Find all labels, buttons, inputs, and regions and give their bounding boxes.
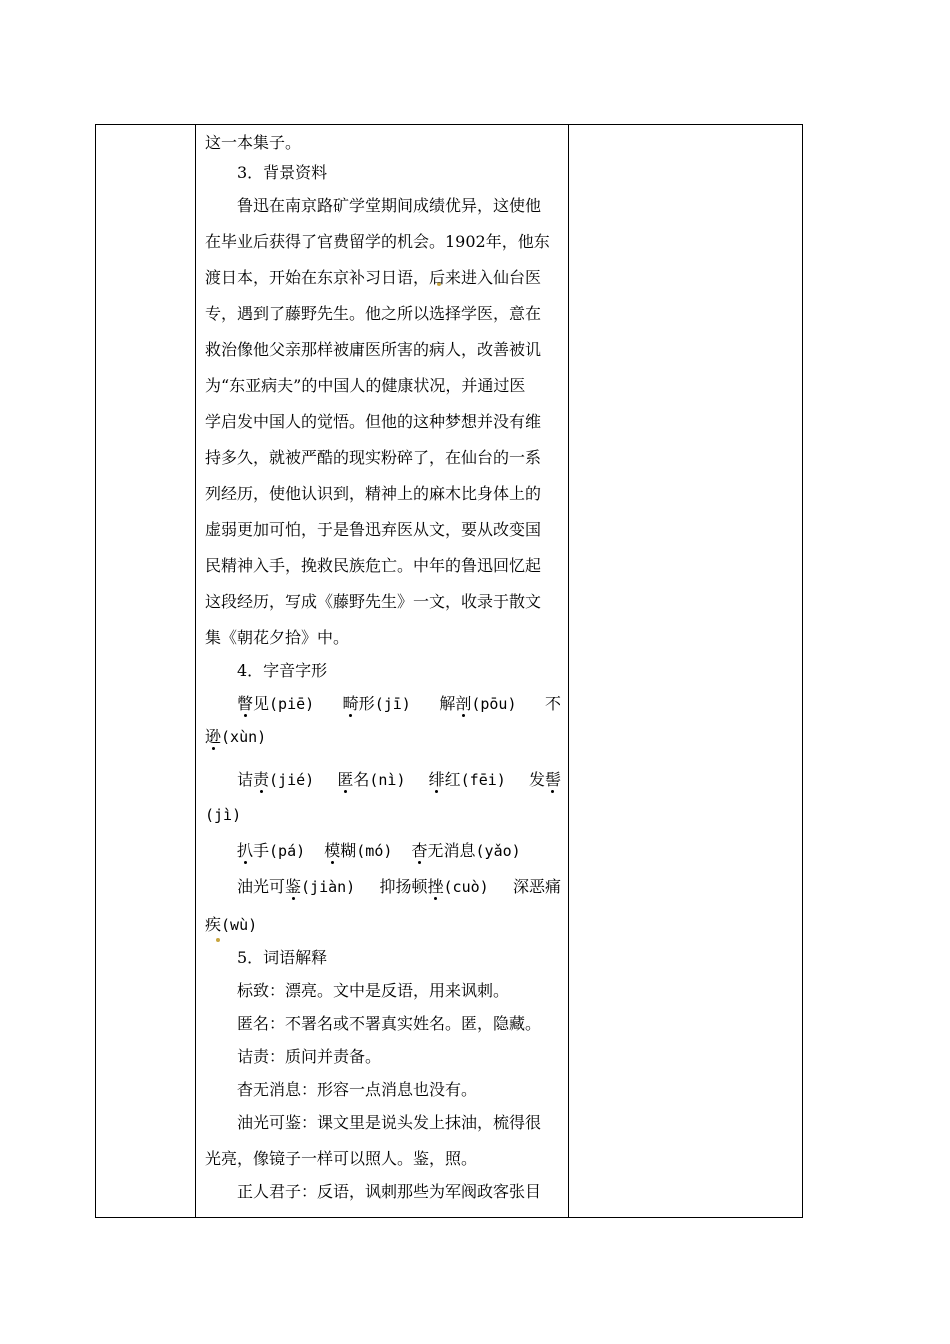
plain-char: 红 [444,770,461,789]
pron-item [380,872,489,902]
plain-char: 糊 [340,841,357,860]
text-line: 鲁迅在南京路矿学堂期间成绩优异，这使他 [237,196,542,215]
pinyin: (nì) [369,771,406,789]
marked-char: 挫 [427,877,444,896]
definition-line: 标致：漂亮。文中是反语，用来讽刺。 [237,981,510,1000]
marked-char: 杳 [411,841,428,860]
plain-char: 解 [439,694,456,713]
text-line: 列经历，使他认识到，精神上的麻木比身体上的 [205,484,542,503]
pronunciation-row [205,872,561,902]
pronunciation-row-cont [205,800,561,830]
plain-char: 疾 [205,915,222,934]
pinyin: (cuò) [443,878,489,896]
column-divider-left [195,125,196,1217]
pron-item [529,765,561,795]
text-line: 虚弱更加可怕，于是鲁迅弃医从文，要从改变国 [205,520,542,539]
section-heading: 5．词语解释 [237,948,328,967]
plain-char: 名 [353,770,370,789]
pinyin: (yǎo) [475,842,521,860]
definition-line: 匿名：不署名或不署真实姓名。匿，隐藏。 [237,1014,542,1033]
column-divider-right [568,125,569,1217]
pinyin: (jiàn) [301,878,356,896]
text-line: 在毕业后获得了官费留学的机会。1902年，他东 [205,232,550,251]
pron-item [513,872,561,902]
pron-item [237,872,355,902]
pinyin: (mó) [356,842,393,860]
plain-char: 手 [253,841,270,860]
pinyin: (wù) [221,916,258,934]
marked-char: 模 [324,841,341,860]
plain-char: 深恶痛 [512,877,561,896]
plain-char: 形 [358,694,375,713]
text-line: 持多久，就被严酷的现实粉碎了，在仙台的一系 [205,448,542,467]
definition-line: 杳无消息：形容一点消息也没有。 [237,1080,478,1099]
pron-item [545,689,561,719]
pinyin: (jì) [205,806,242,824]
marked-char: 髻 [544,770,561,789]
definition-line: 油光可鉴：课文里是说头发上抹油，梳得很 [237,1113,542,1132]
pron-item [439,689,516,719]
pinyin: (pá) [269,842,306,860]
pinyin: (jī) [374,695,411,713]
plain-char: 发 [528,770,545,789]
text-line: 渡日本，开始在东京补习日语，后来进入仙台医 [205,268,542,287]
marked-char: 鉴 [285,877,302,896]
plain-char: 见 [253,694,270,713]
pron-item [343,689,411,719]
lesson-content [205,128,561,1207]
marked-char: 匿 [337,770,354,789]
pron-item [337,765,405,795]
section-heading: 4．字音字形 [237,661,328,680]
pronunciation-row [205,689,561,719]
text-line: 这段经历，写成《藤野先生》一文，收录于散文 [205,592,542,611]
text-line: 专，遇到了藤野先生。他之所以选择学医，意在 [205,304,542,323]
marked-char: 剖 [455,694,472,713]
pron-item [324,841,392,860]
pronunciation-row-cont [205,722,561,752]
plain-char: 诘 [237,770,254,789]
pinyin: (jié) [269,771,315,789]
plain-char: 油光可 [237,877,286,896]
definition-line: 正人君子：反语，讽刺那些为军阀政客张目 [237,1182,542,1201]
pron-item [237,765,314,795]
pron-item [237,841,305,860]
pronunciation-row-cont [205,910,561,940]
plain-char: 不 [544,694,561,713]
text-line: 救治像他父亲那样被庸医所害的病人，改善被讥 [205,340,542,359]
section-heading: 3．背景资料 [237,163,328,182]
text-line: 民精神入手，挽救民族危亡。中年的鲁迅回忆起 [205,556,542,575]
plain-char: 无消息 [427,841,476,860]
marked-char: 绯 [428,770,445,789]
pinyin: (piē) [269,695,315,713]
text-line: 学启发中国人的觉悟。但他的这种梦想并没有维 [205,412,542,431]
pinyin: (pōu) [471,695,517,713]
marked-char: 瞥 [237,694,254,713]
definition-line: 光亮，像镜子一样可以照人。鉴，照。 [205,1149,478,1168]
marked-char: 扒 [237,841,254,860]
marked-char: 畸 [342,694,359,713]
text-line: 这一本集子。 [205,133,302,152]
pronunciation-row [205,836,561,866]
pron-item [412,841,521,860]
definition-line: 诘责：质问并责备。 [237,1047,382,1066]
text-line: 为“东亚病夫”的中国人的健康状况，并通过医 [205,376,526,395]
text-line: 集《朝花夕拾》中。 [205,628,350,647]
pronunciation-row [205,765,561,795]
marked-char: 逊 [205,727,222,746]
pinyin: (xùn) [221,728,267,746]
pron-item [429,765,506,795]
pinyin: (fēi) [460,771,506,789]
plain-char: 抑扬顿 [379,877,428,896]
pron-item [237,689,314,719]
marked-char: 责 [253,770,270,789]
